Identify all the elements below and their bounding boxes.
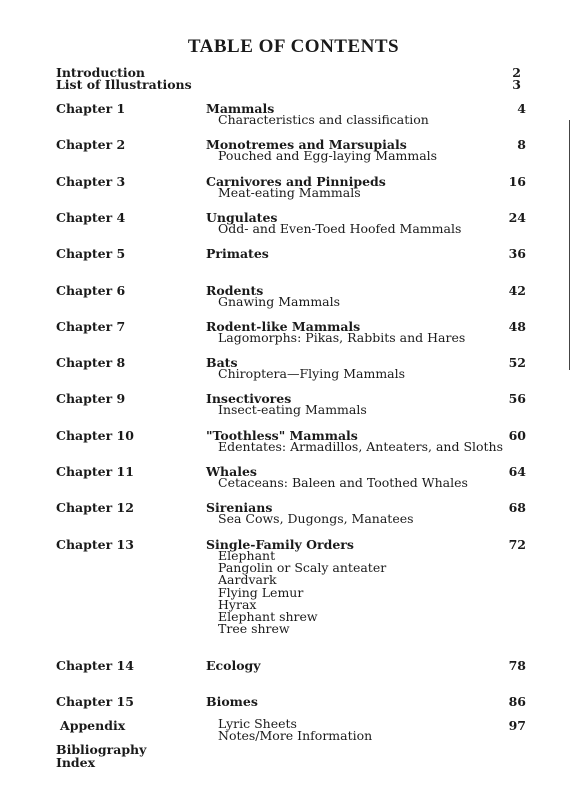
chapter-label: Chapter 15 (56, 694, 134, 709)
chapter-label: Chapter 5 (56, 246, 126, 261)
chapter-page-number: 8 (517, 137, 526, 152)
chapter-subtitle: Tree shrew (218, 621, 290, 637)
chapter-page-number: 72 (508, 537, 526, 552)
chapter-subtitles (218, 441, 503, 453)
chapter-title: Biomes (206, 694, 258, 709)
chapter-page-number: 48 (508, 319, 526, 334)
chapter-subtitle: Hyrax (218, 596, 257, 612)
front-matter-introduction: Introduction (56, 65, 146, 80)
chapter-subtitles (218, 513, 414, 525)
chapter-subtitle: Sea Cows, Dugongs, Manatees (218, 511, 414, 526)
chapter-subtitles (218, 187, 361, 199)
chapter-label: Chapter 11 (56, 464, 134, 479)
chapter-subtitle: Cetaceans: Baleen and Toothed Whales (218, 475, 468, 490)
chapter-subtitle: Edentates: Armadillos, Anteaters, and Sloths (218, 439, 504, 454)
chapter-page-number: 42 (508, 283, 526, 298)
chapter-label: Chapter 6 (56, 283, 126, 298)
chapter-subtitle: Gnawing Mammals (218, 294, 341, 309)
chapter-label: Chapter 4 (56, 210, 126, 225)
chapter-label: Chapter 10 (56, 428, 134, 443)
chapter-subtitles (218, 404, 367, 416)
chapter-page-number: 68 (508, 500, 526, 515)
chapter-page-number: 16 (508, 174, 526, 189)
chapter-title: Monotremes and Marsupials (206, 137, 407, 152)
chapter-subtitles (218, 477, 468, 489)
front-matter-illustrations-page: 3 (512, 77, 521, 92)
back-matter-bibliography: Bibliography (56, 742, 147, 757)
page-title: TABLE OF CONTENTS (187, 36, 400, 57)
chapter-title: Rodents (206, 283, 264, 298)
chapter-subtitle: Lyric Sheets (218, 716, 297, 731)
chapter-title: Whales (206, 464, 257, 479)
chapter-subtitle: Pangolin or Scaly anteater (218, 560, 387, 576)
chapter-subtitle: Insect-eating Mammals (218, 402, 367, 417)
chapter-subtitle: Aardvark (218, 572, 277, 588)
chapter-page-number: 78 (508, 658, 526, 673)
chapter-subtitles (218, 718, 372, 742)
chapter-title: Single-Family Orders (206, 537, 354, 552)
chapter-label: Chapter 9 (56, 391, 126, 406)
chapter-page-number: 56 (508, 391, 526, 406)
chapter-subtitle: Meat-eating Mammals (218, 185, 361, 200)
chapter-subtitle: Chiroptera—Flying Mammals (218, 366, 406, 381)
scan-edge-line (569, 120, 570, 370)
chapter-subtitle: Notes/More Information (218, 728, 373, 744)
chapter-subtitle: Elephant (218, 548, 276, 563)
chapter-subtitle: Lagomorphs: Pikas, Rabbits and Hares (218, 330, 466, 345)
chapter-subtitles (218, 368, 405, 380)
chapter-page-number: 52 (508, 355, 526, 370)
chapter-title: Ecology (206, 658, 261, 673)
chapter-title: Insectivores (206, 391, 292, 406)
chapter-page-number: 97 (508, 718, 526, 733)
chapter-title: "Toothless" Mammals (206, 428, 358, 443)
chapter-title: Primates (206, 246, 269, 261)
chapter-title: Bats (206, 355, 238, 370)
chapter-page-number: 24 (508, 210, 526, 225)
chapter-page-number: 4 (517, 101, 526, 116)
chapter-subtitle: Odd- and Even-Toed Hoofed Mammals (218, 221, 462, 236)
chapter-subtitle: Pouched and Egg-laying Mammals (218, 148, 438, 163)
chapter-subtitle: Flying Lemur (218, 584, 304, 600)
chapter-subtitles (218, 296, 340, 308)
chapter-label: Chapter 7 (56, 319, 126, 334)
chapter-subtitles (218, 332, 465, 344)
chapter-label: Chapter 12 (56, 500, 134, 515)
front-matter-illustrations: List of Illustrations (56, 77, 192, 92)
chapter-page-number: 36 (508, 246, 526, 261)
chapter-title: Rodent-like Mammals (206, 319, 361, 334)
chapter-title: Carnivores and Pinnipeds (206, 174, 386, 189)
chapter-page-number: 60 (508, 428, 526, 443)
chapter-label: Chapter 3 (56, 174, 126, 189)
chapter-label: Chapter 13 (56, 537, 134, 552)
chapter-title: Ungulates (206, 210, 278, 225)
front-matter-introduction-page: 2 (512, 65, 521, 80)
chapter-page-number: 64 (508, 464, 526, 479)
chapter-subtitles (218, 114, 429, 126)
chapter-label: Appendix (60, 718, 126, 733)
chapter-label: Chapter 1 (56, 101, 126, 116)
chapter-subtitle: Elephant shrew (218, 609, 318, 625)
chapter-subtitles (218, 150, 437, 162)
chapter-page-number: 86 (508, 694, 526, 709)
chapter-subtitles (218, 550, 386, 635)
chapter-subtitles (218, 223, 461, 235)
chapter-subtitle: Characteristics and classification (218, 112, 429, 127)
chapter-label: Chapter 14 (56, 658, 134, 673)
back-matter-index: Index (56, 755, 96, 770)
chapter-label: Chapter 2 (56, 137, 126, 152)
chapter-title: Mammals (206, 101, 275, 116)
chapter-label: Chapter 8 (56, 355, 126, 370)
chapter-title: Sirenians (206, 500, 273, 515)
